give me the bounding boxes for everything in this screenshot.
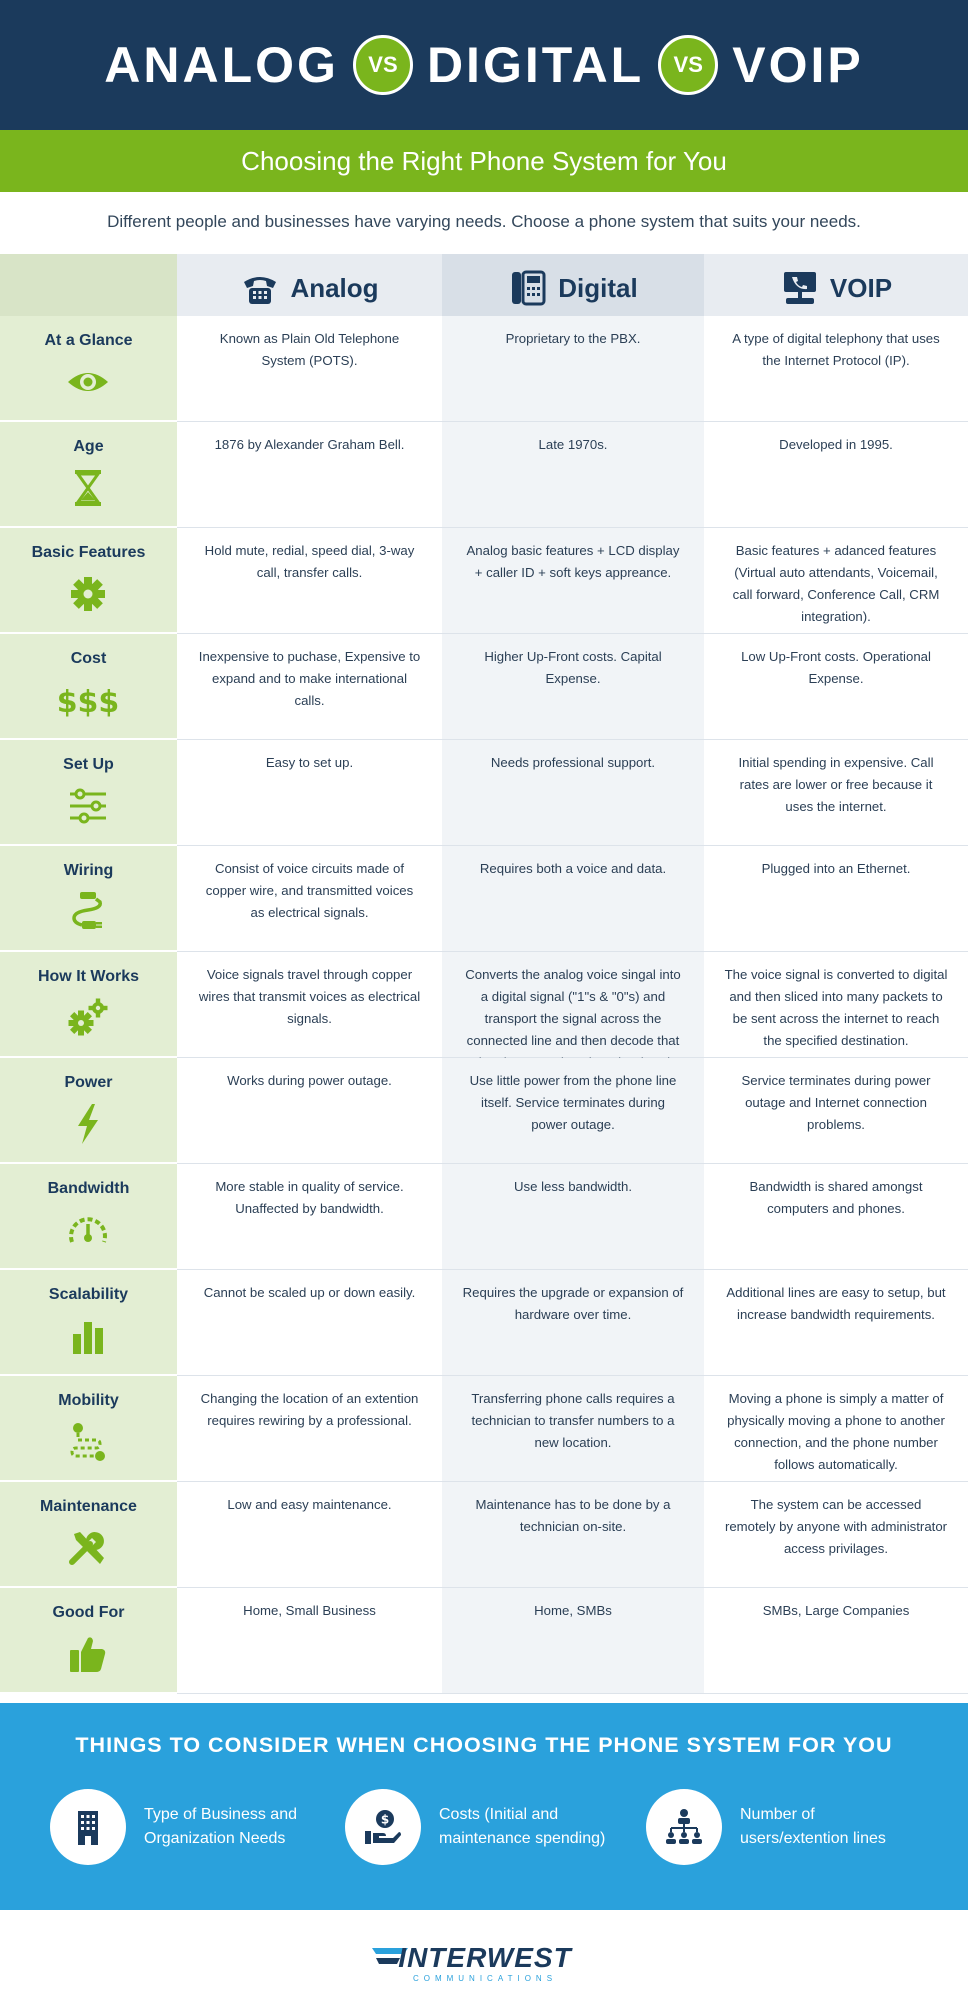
consider-item-costs (345, 1789, 605, 1865)
consider-icon-circle (345, 1789, 421, 1865)
row-label-cell (0, 528, 177, 634)
consider-section (0, 1703, 968, 1910)
cell-digital: Use little power from the phone line itself. Service terminates during power outage. (442, 1058, 704, 1164)
cell-analog: More stable in quality of service. Unaffected by bandwidth. (177, 1164, 442, 1270)
consider-line: Number of (740, 1806, 815, 1823)
row-label-cell (0, 740, 177, 846)
row-label: Maintenance (40, 1498, 137, 1515)
row-label: Bandwidth (47, 1180, 130, 1197)
cell-digital: Home, SMBs (442, 1588, 704, 1694)
cell-digital: Transferring phone calls requires a technician to transfer numbers to a new location. (442, 1376, 704, 1482)
cell-digital: Converts the analog voice singal into a digital signal ("1"s & "0"s) and transport the signal across the connected line and then decode that (442, 952, 704, 1058)
table-row (0, 316, 968, 422)
consider-line: users/extention lines (740, 1830, 886, 1847)
svg-text:$$$: $$$ (56, 685, 120, 720)
row-label-cell (0, 1482, 177, 1588)
cell-analog: Easy to set up. (177, 740, 442, 846)
header-blank-cell (0, 254, 177, 322)
thumbs-up-icon (66, 1632, 110, 1676)
row-label: Cost (70, 650, 107, 667)
hourglass-icon (66, 466, 110, 510)
cell-voip: Developed in 1995. (704, 422, 968, 528)
logo-tagline: COMMUNICATIONS (412, 1974, 558, 1983)
table-row (0, 1270, 968, 1376)
office-phone-icon (508, 268, 548, 308)
cell-voip: Bandwidth is shared amongst computers and phones. (704, 1164, 968, 1270)
column-label-voip: VOIP (829, 272, 893, 303)
table-row (0, 634, 968, 740)
row-label-cell (0, 316, 177, 422)
gear-icon (66, 572, 110, 616)
table-row (0, 1482, 968, 1588)
row-label: Scalability (48, 1286, 129, 1303)
row-label-cell (0, 952, 177, 1058)
row-label: Basic Features (31, 544, 146, 561)
svg-text:$: $ (380, 1812, 390, 1827)
cell-analog: Works during power outage. (177, 1058, 442, 1164)
row-label: Age (73, 438, 104, 455)
telephone-icon (240, 268, 280, 308)
cell-analog: Inexpensive to puchase, Expensive to expand and to make international calls. (177, 634, 442, 740)
cell-analog: Low and easy maintenance. (177, 1482, 442, 1588)
consider-icon-circle (50, 1789, 126, 1865)
table-row (0, 1588, 968, 1694)
cell-digital: Maintenance has to be done by a technician on-site. (442, 1482, 704, 1588)
lightning-icon (66, 1102, 110, 1146)
title-voip: VOIP (732, 37, 864, 93)
table-row (0, 740, 968, 846)
row-label-cell (0, 1058, 177, 1164)
cell-digital: Use less bandwidth. (442, 1164, 704, 1270)
row-label: At a Glance (44, 332, 133, 349)
dollar-icon (56, 678, 120, 722)
cell-analog: Cannot be scaled up or down easily. (177, 1270, 442, 1376)
tools-icon (66, 1526, 110, 1570)
cell-digital: Proprietary to the PBX. (442, 316, 704, 422)
cell-digital: Late 1970s. (442, 422, 704, 528)
bar-chart-icon (66, 1314, 110, 1358)
logo-text: INTERWEST (398, 1942, 572, 1973)
table-row (0, 1376, 968, 1482)
cell-analog: Voice signals travel through copper wires that transmit voices as electrical signals. (177, 952, 442, 1058)
money-hand-icon (363, 1807, 403, 1847)
consider-item-business (50, 1789, 297, 1865)
column-header-digital (442, 254, 704, 322)
consider-text (439, 1803, 605, 1851)
column-label-analog: Analog (290, 272, 379, 303)
cell-voip: Basic features + adanced features (Virtual auto attendants, Voicemail, call forward, Conference Call, CRM integration). (704, 528, 968, 634)
eye-icon (66, 360, 110, 404)
header-banner (0, 0, 968, 130)
intro-text: Different people and businesses have varying needs. Choose a phone system that suits your needs. (107, 212, 861, 231)
table-row (0, 846, 968, 952)
consider-text (144, 1803, 297, 1851)
table-row (0, 422, 968, 528)
row-label: Power (64, 1074, 113, 1091)
org-chart-icon (664, 1807, 704, 1847)
cell-analog: Known as Plain Old Telephone System (POTS). (177, 316, 442, 422)
row-label-cell (0, 422, 177, 528)
speedometer-icon (66, 1208, 110, 1252)
cell-voip: Additional lines are easy to setup, but increase bandwidth requirements. (704, 1270, 968, 1376)
row-label: Set Up (63, 756, 114, 773)
row-label: How It Works (37, 968, 140, 985)
consider-item-users (646, 1789, 886, 1865)
consider-text (740, 1803, 886, 1851)
consider-line: Organization Needs (144, 1830, 286, 1847)
row-label: Mobility (58, 1392, 119, 1409)
building-icon (68, 1807, 108, 1847)
consider-line: Costs (Initial and (439, 1806, 559, 1823)
company-logo (370, 1942, 600, 1986)
cell-voip: Service terminates during power outage and Internet connection problems. (704, 1058, 968, 1164)
row-label: Wiring (63, 862, 114, 879)
subtitle-banner: Choosing the Right Phone System for You (0, 130, 968, 192)
cell-voip: The voice signal is converted to digital and then sliced into many packets to be sent across the internet to reach the specified destination. (704, 952, 968, 1058)
cell-digital: Needs professional support. (442, 740, 704, 846)
column-header-analog (177, 254, 442, 322)
cell-voip: Plugged into an Ethernet. (704, 846, 968, 952)
consider-line: maintenance spending) (439, 1830, 606, 1847)
cell-voip: SMBs, Large Companies (704, 1588, 968, 1694)
gears-icon (66, 996, 110, 1040)
column-header-voip (704, 254, 968, 322)
row-label-cell (0, 1588, 177, 1694)
cable-icon (66, 890, 110, 934)
vs-badge: VS (658, 35, 718, 95)
row-label-cell (0, 846, 177, 952)
footer (0, 1910, 968, 1999)
vs-badge: VS (353, 35, 413, 95)
cell-voip: Initial spending in expensive. Call rates are lower or free because it uses the internet. (704, 740, 968, 846)
table-row (0, 1058, 968, 1164)
cell-voip: A type of digital telephony that uses the Internet Protocol (IP). (704, 316, 968, 422)
table-row (0, 952, 968, 1058)
column-label-digital: Digital (558, 272, 638, 303)
row-label-cell (0, 1270, 177, 1376)
row-label-cell (0, 1376, 177, 1482)
cell-analog: Hold mute, redial, speed dial, 3-way call, transfer calls. (177, 528, 442, 634)
voip-phone-icon (780, 268, 820, 308)
sliders-icon (66, 784, 110, 828)
title-digital: DIGITAL (426, 37, 645, 93)
table-row (0, 528, 968, 634)
title-row (0, 0, 968, 130)
cell-voip: The system can be accessed remotely by anyone with administrator access privilages. (704, 1482, 968, 1588)
cell-digital: Higher Up-Front costs. Capital Expense. (442, 634, 704, 740)
consider-line: Type of Business and (144, 1806, 297, 1823)
consider-title: THINGS TO CONSIDER WHEN CHOOSING THE PHONE SYSTEM FOR YOU (75, 1733, 893, 1757)
cell-digital: Requires the upgrade or expansion of hardware over time. (442, 1270, 704, 1376)
row-label-cell (0, 634, 177, 740)
cell-voip: Low Up-Front costs. Operational Expense. (704, 634, 968, 740)
table-row (0, 1164, 968, 1270)
cell-analog: Consist of voice circuits made of copper wire, and transmitted voices as electrical signals. (177, 846, 442, 952)
row-label-cell (0, 1164, 177, 1270)
cell-analog: Home, Small Business (177, 1588, 442, 1694)
cell-analog: Changing the location of an extention requires rewiring by a professional. (177, 1376, 442, 1482)
cell-digital: Requires both a voice and data. (442, 846, 704, 952)
title-analog: ANALOG (104, 37, 339, 93)
consider-icon-circle (646, 1789, 722, 1865)
cell-analog: 1876 by Alexander Graham Bell. (177, 422, 442, 528)
cell-voip: Moving a phone is simply a matter of physically moving a phone to another connection, and the phone number follows automatically. (704, 1376, 968, 1482)
row-label: Good For (52, 1604, 125, 1621)
route-icon (66, 1420, 110, 1464)
cell-digital: Analog basic features + LCD display + caller ID + soft keys appreance. (442, 528, 704, 634)
